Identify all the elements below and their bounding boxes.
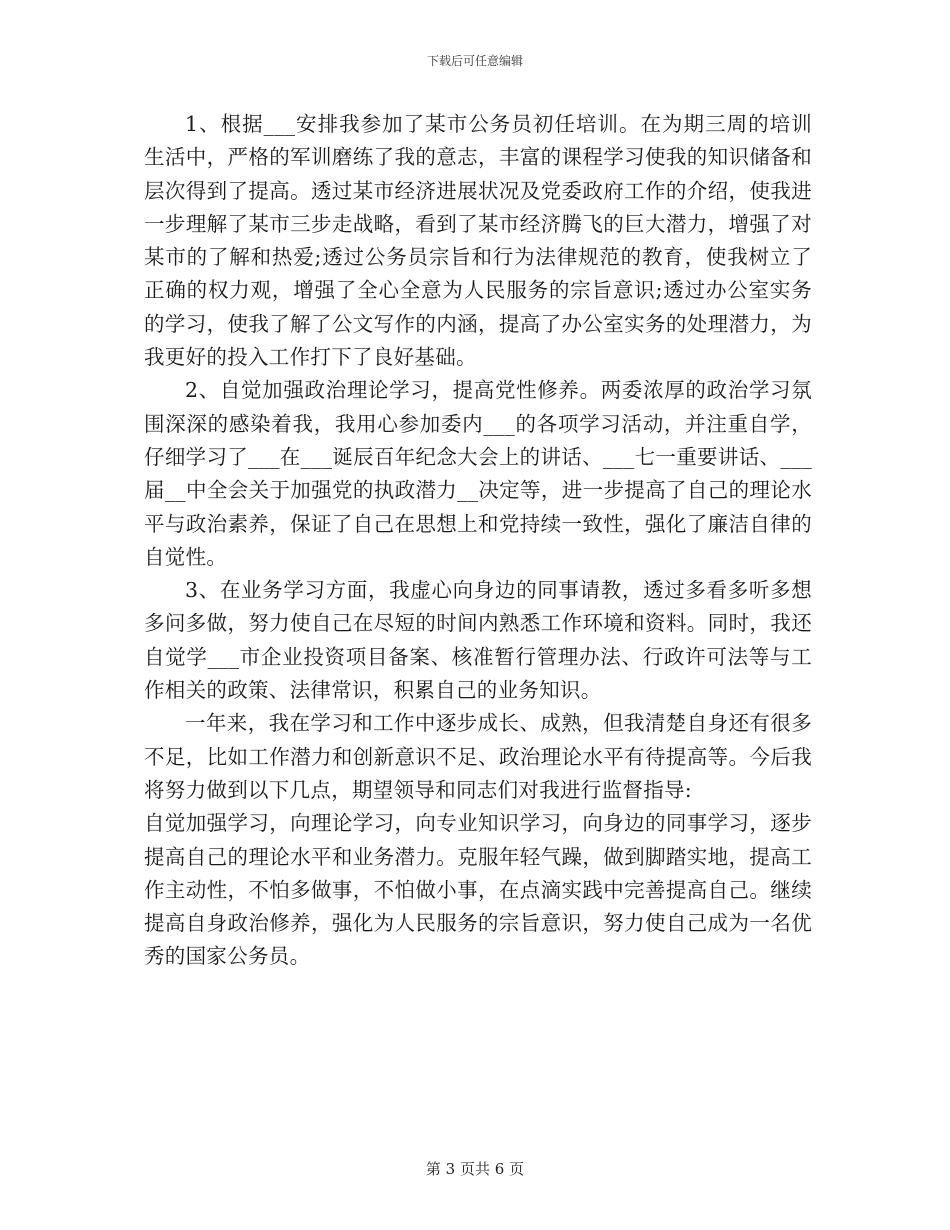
page-header: 下载后可任意编辑 xyxy=(426,54,523,68)
document-body xyxy=(144,108,812,974)
page-footer: 第 3 页共 6 页 xyxy=(425,1160,525,1178)
paragraph-political-study: 2、自觉加强政治理论学习，提高党性修养。两委浓厚的政治学习氛围深深的感染着我，我用心参加委内___的各项学习活动，并注重自学，仔细学习了___在___诞辰百年纪念大会上的讲话、___七一重要讲话、___届__中全会关于加强党的执政潜力__决定等，进一步提高了自己的理论水平与政治素养，保证了自己在思想上和党持续一致性，强化了廉洁自律的自觉性。 xyxy=(144,378,812,569)
paragraph-training: 1、根据___安排我参加了某市公务员初任培训。在为期三周的培训生活中，严格的军训磨练了我的意志，丰富的课程学习使我的知识储备和层次得到了提高。透过某市经济进展状况及党委政府工作的介绍，使我进一步理解了某市三步走战略，看到了某市经济腾飞的巨大潜力，增强了对某市的了解和热爱;透过公务员宗旨和行为法律规范的教育，使我树立了正确的权力观，增强了全心全意为人民服务的宗旨意识;透过办公室实务的学习，使我了解了公文写作的内涵，提高了办公室实务的处理潜力，为我更好的投入工作打下了良好基础。 xyxy=(144,112,812,370)
paragraph-business-study: 3、在业务学习方面，我虚心向身边的同事请教，透过多看多听多想多问多做，努力使自己在尽短的时间内熟悉工作环境和资料。同时，我还自觉学___市企业投资项目备案、核准暂行管理办法、行政许可法等与工作相关的政策、法律常识，积累自己的业务知识。 xyxy=(144,578,812,703)
paragraph-summary: 一年来，我在学习和工作中逐步成长、成熟，但我清楚自身还有很多不足，比如工作潜力和创新意识不足、政治理论水平有待提高等。今后我将努力做到以下几点，期望领导和同志们对我进行监督指导: xyxy=(144,711,812,802)
paragraph-plans: 自觉加强学习，向理论学习，向专业知识学习，向身边的同事学习，逐步提高自己的理论水平和业务潜力。克服年轻气躁，做到脚踏实地，提高工作主动性，不怕多做事，不怕做小事，在点滴实践中完善提高自己。继续提高自身政治修养，强化为人民服务的宗旨意识，努力使自己成为一名优秀的国家公务员。 xyxy=(144,811,812,969)
